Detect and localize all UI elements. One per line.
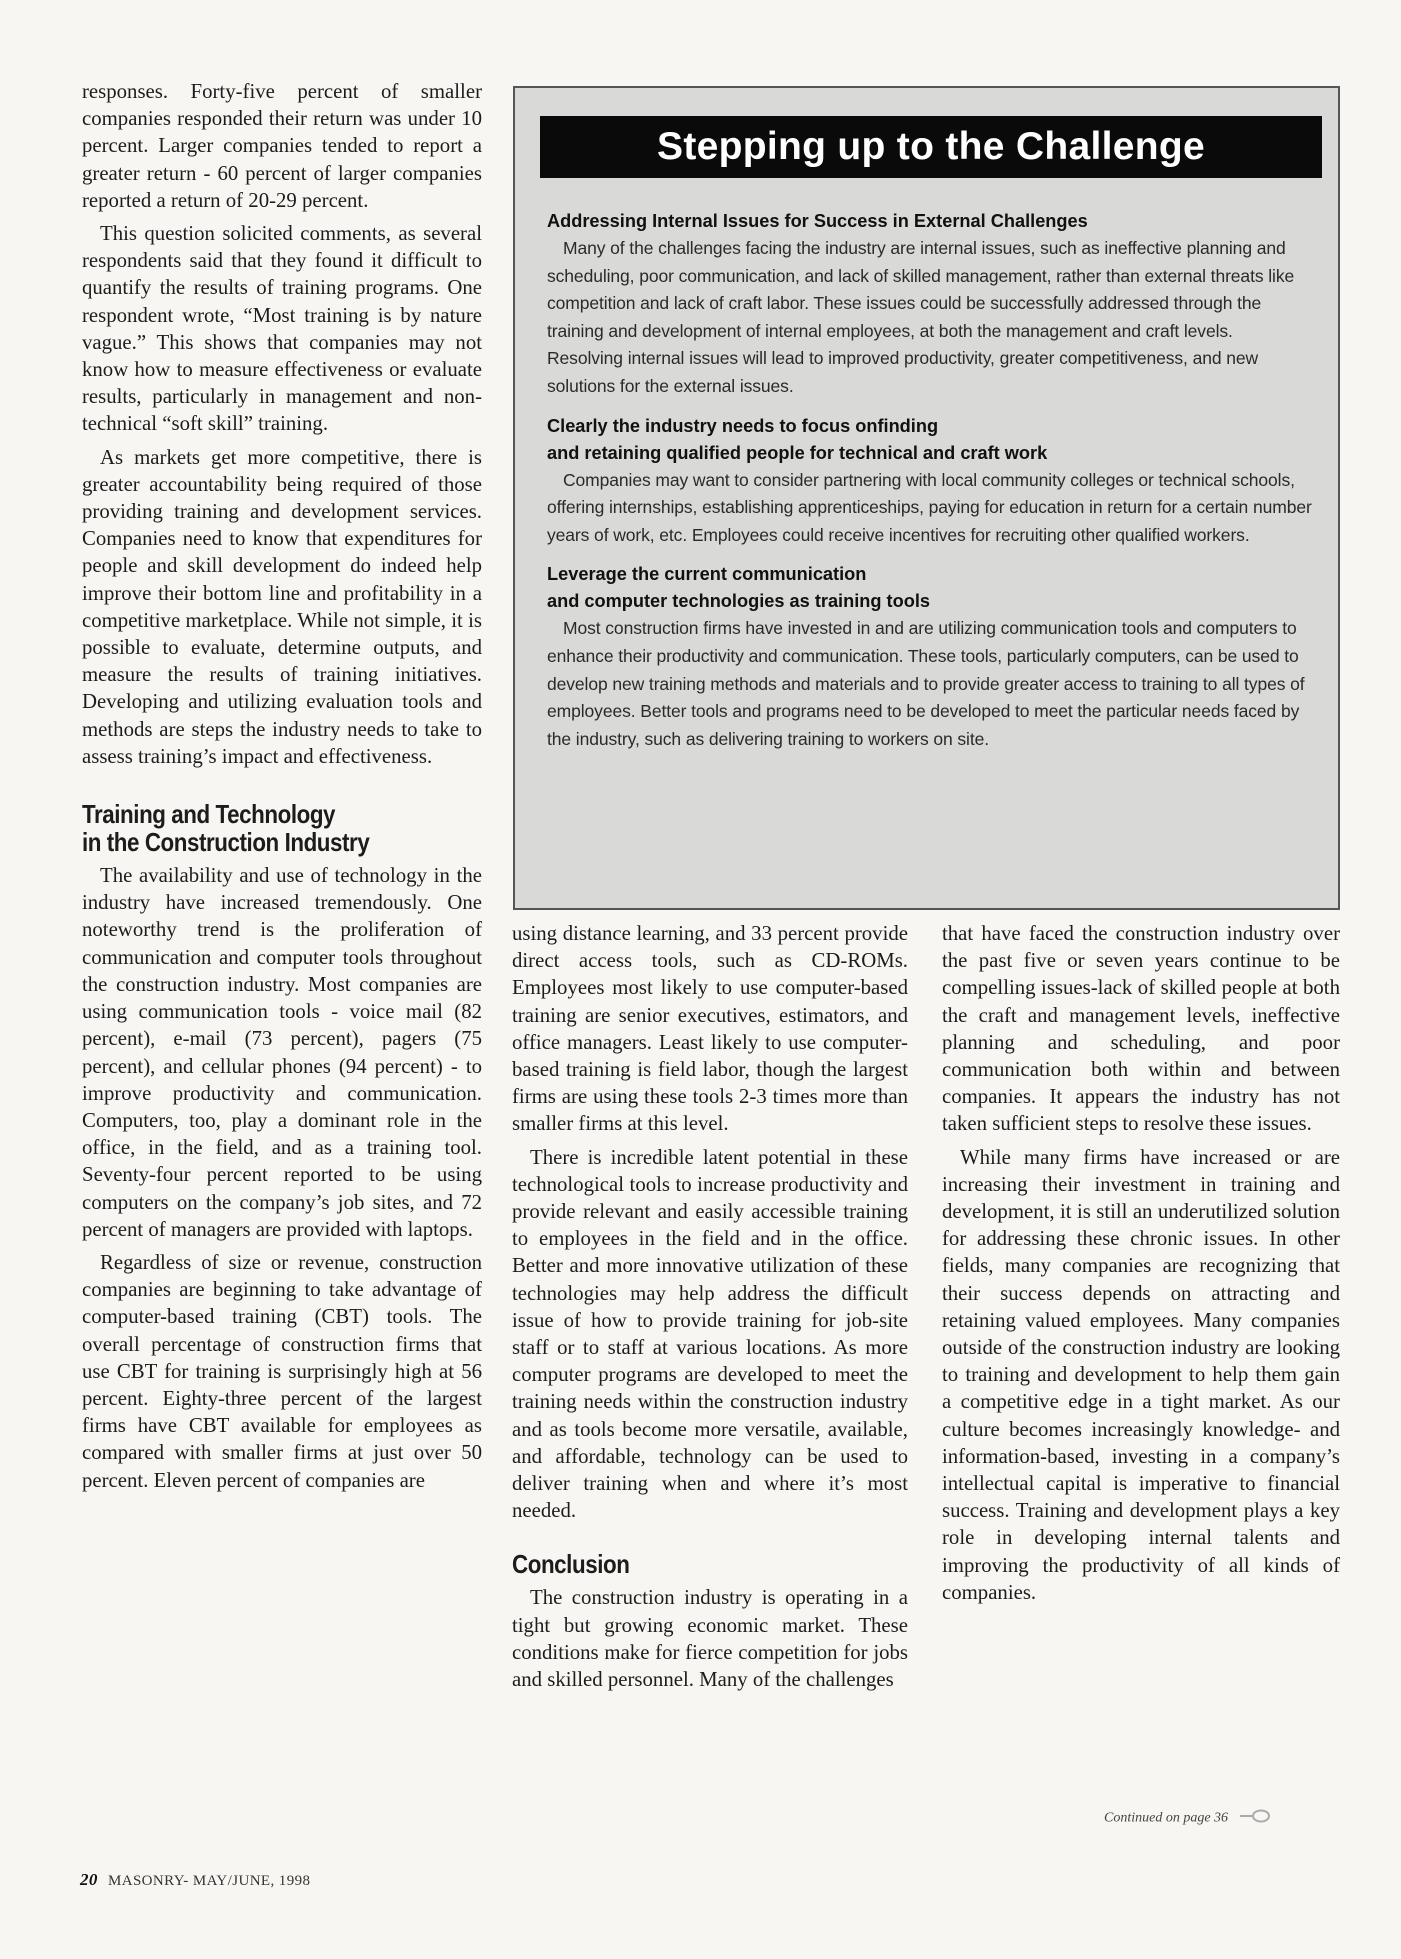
paragraph: As markets get more competitive, there is greater accountability being required of those providing training and development services. Companies need to know that expenditures for people and skill development do indeed help improve their bottom line and profitability in a competitive marketplace. While not simple, it is possible to evaluate, determine outputs, and measure the results of training initiatives. Developing and utilizing evaluation tools and methods are steps the industry needs to take to assess training’s impact and effectiveness. bbox=[82, 445, 482, 768]
sidebar-heading bbox=[547, 208, 1313, 235]
section-heading-training-technology bbox=[82, 800, 478, 856]
paragraph: This question solicited comments, as several respondents said that they found it difficult to quantify the results of training programs. One respondent wrote, “Most training is by nature vague.” This shows that companies may not know how to measure effectiveness or evaluate results, particularly in management and nontechnical “soft skill” training. bbox=[82, 222, 482, 436]
paragraph: using distance learning, and 33 percent provide direct access tools, such as CD-ROMs. Employees most likely to use computer-based training are senior executives, estimators, and office managers. Least likely to use computer-based training is field labor, though the largest firms are using these tools 2-3 times more than smaller firms at this level. bbox=[512, 922, 908, 1136]
page-number: 20 bbox=[80, 1870, 98, 1889]
continued-arrow-icon bbox=[1240, 1809, 1270, 1828]
left-column bbox=[82, 78, 482, 1500]
sidebar-heading bbox=[547, 413, 1313, 467]
paragraph: The construction industry is operating in a tight but growing economic market. These conditions make for fierce competition for jobs and skilled personnel. Many of the challenges bbox=[512, 1586, 908, 1692]
sidebar-paragraph: Many of the challenges facing the industry are internal issues, such as ineffective planning and scheduling, poor communication, and lack of skilled management, rather than external threats like competition and lack of craft labor. These issues could be successfully addressed through the training and development of internal employees, at both the management and craft levels. Resolving internal issues will lead to improved productivity, greater competitiveness, and new solutions for the external issues. bbox=[547, 238, 1295, 396]
section-heading-conclusion bbox=[512, 1550, 908, 1578]
paragraph: Regardless of size or revenue, construction companies are beginning to take advantage of computer-based training (CBT) tools. The overall percentage of construction firms that use CBT for training is surprisingly high at 56 percent. Eighty-three percent of the largest firms have CBT available for employees as compared with smaller firms at just over 50 percent. Eleven percent of companies are bbox=[82, 1250, 482, 1492]
sidebar-heading bbox=[547, 561, 1313, 615]
middle-column bbox=[512, 920, 908, 1699]
sidebar-heading-line: and retaining qualified people for technical and craft work bbox=[547, 442, 1048, 463]
paragraph: that have faced the construction industry over the past five or seven years continue to be compelling issues-lack of skilled people at both the craft and management levels, ineffective planning and scheduling, and poor communication both within and between companies. It appears the industry has not taken sufficient steps to resolve these issues. bbox=[942, 922, 1340, 1136]
paragraph: There is incredible latent potential in these technological tools to increase productivity and provide relevant and easily accessible training to employees in the field and in the office. Better and more innovative utilization of these technologies may help address the difficult issue of how to provide training for job-site staff or to staff at various locations. As more computer programs are developed to meet the training needs within the construction industry and as tools become more versatile, available, and affordable, technology can be used to deliver training when and where it’s most needed. bbox=[512, 1145, 908, 1523]
paragraph: The availability and use of technology in the industry have increased tremendously. One noteworthy trend is the proliferation of communication and computer tools throughout the construction industry. Most companies are using communication tools - voice mail (82 percent), e-mail (73 percent), pagers (75 percent), and cellular phones (94 percent) - to improve productivity and communication. Computers, too, play a dominant role in the office, in the field, and as a training tool. Seventy-four percent reported to be using computers on the company’s job sites, and 72 percent of managers are provided with laptops. bbox=[82, 864, 482, 1241]
section-heading-line: Conclusion bbox=[512, 1549, 630, 1580]
continued-text: Continued on page 36 bbox=[1104, 1810, 1229, 1826]
sidebar-heading-line: and computer technologies as training tools bbox=[547, 591, 930, 612]
section-heading-line: in the Construction Industry bbox=[82, 827, 370, 858]
publication-info: MASONRY- MAY/JUNE, 1998 bbox=[107, 1873, 311, 1889]
section-heading-line: Training and Technology bbox=[82, 799, 336, 830]
sidebar-paragraph: Most construction firms have invested in and are utilizing communication tools and computers to enhance their productivity and communication. These tools, particularly computers, can be used to develop new training methods and materials and to provide greater access to training to all types of employees. Better tools and programs need to be developed to meet the particular needs faced by the industry, such as delivering training to workers on site. bbox=[547, 618, 1305, 749]
paragraph: While many firms have increased or are increasing their investment in training and development, it is still an underutilized solution for addressing these chronic issues. In other fields, many companies are recognizing that their success depends on attracting and retaining valued employees. Many companies outside of the construction industry are looking to training and development to help them gain a competitive edge in a tight market. As our culture becomes increasingly knowledge- and information-based, investing in a company’s intellectual capital is imperative to financial success. Training and development plays a key role in developing internal talents and improving the productivity of all kinds of companies. bbox=[942, 1145, 1340, 1604]
sidebar-paragraph: Companies may want to consider partnering with local community colleges or technical schools, offering internships, establishing apprenticeships, paying for education in return for a certain number years of work, etc. Employees could receive incentives for recruiting other qualified workers. bbox=[547, 469, 1312, 545]
paragraph: responses. Forty-five percent of smaller companies responded their return was under 10 percent. Larger companies tended to report a greater return - 60 percent of larger companies reported a return of 20-29 percent. bbox=[82, 80, 482, 212]
sidebar-body bbox=[547, 208, 1313, 765]
continued-note bbox=[1104, 1809, 1270, 1828]
right-column bbox=[942, 920, 1340, 1612]
sidebar-heading-line: Clearly the industry needs to focus onfinding bbox=[547, 415, 939, 436]
sidebar-box bbox=[513, 86, 1340, 910]
sidebar-title: Stepping up to the Challenge bbox=[540, 116, 1322, 178]
page-footer bbox=[80, 1870, 310, 1890]
sidebar-heading-line: Leverage the current communication bbox=[547, 564, 867, 585]
sidebar-heading-line: Addressing Internal Issues for Success in External Challenges bbox=[547, 211, 1088, 231]
